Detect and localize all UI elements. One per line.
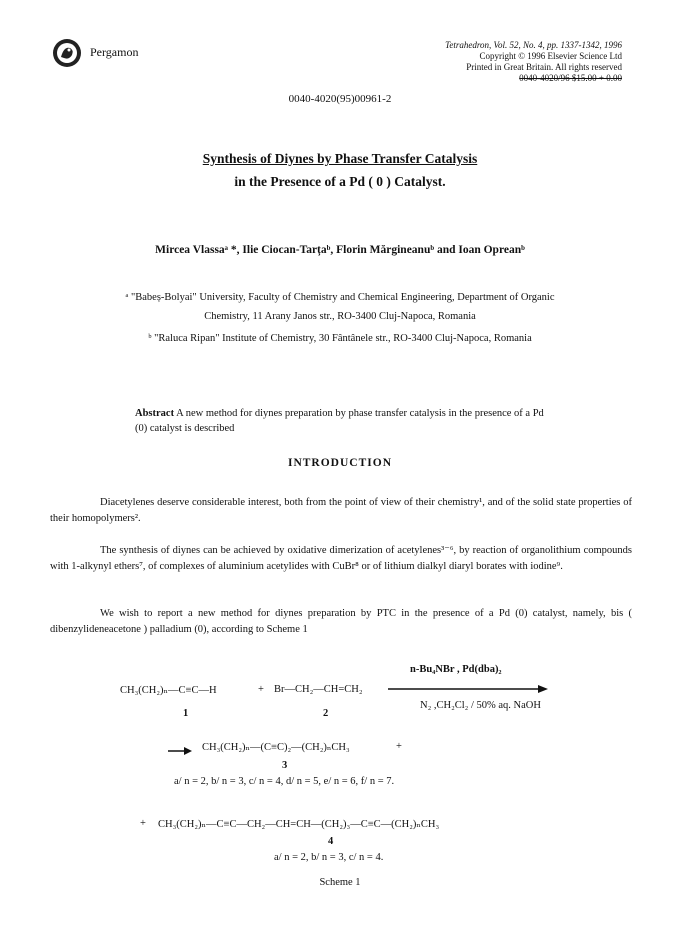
compound-label-2: 2 <box>323 708 329 719</box>
scheme-product-3: CH₃(CH₂)ₙ—(C≡C)₂—(CH₂)ₙCH₃ <box>202 742 350 753</box>
author-list: Mircea Vlassaᵃ *, Ilie Ciocan-Tarțaᵇ, Florin Mărgineanuᵇ and Ioan Opreanᵇ <box>155 244 525 256</box>
copyright-line: Copyright © 1996 Elsevier Science Ltd <box>479 51 622 61</box>
scheme-reagent-top: n-Bu₄NBr , Pd(dba)₂ <box>410 664 502 675</box>
paper-title <box>0 147 680 193</box>
compound-3-variants: a/ n = 2, b/ n = 3, c/ n = 4, d/ n = 5, e/ n = 6, f/ n = 7. <box>174 776 395 787</box>
scheme-plus-1: + <box>258 684 264 695</box>
compound-label-1: 1 <box>183 708 189 719</box>
paragraph-1: Diacetylenes deserve considerable interest, both from the point of view of their chemistry¹, and of the solid state properties of their homopolymers². <box>50 497 632 524</box>
compound-label-3: 3 <box>282 760 288 771</box>
publisher-logo-icon <box>52 38 82 68</box>
paragraph-3: We wish to report a new method for diynes preparation by PTC in the presence of a Pd (0) catalyst, namely, bis ( dibenzylideneacetone ) palladium (0), according to Scheme 1 <box>50 608 632 635</box>
article-identifier: 0040-4020(95)00961-2 <box>288 93 392 105</box>
continuation-arrow-icon <box>168 746 192 756</box>
scheme-plus-2: + <box>396 741 402 752</box>
section-heading: INTRODUCTION <box>287 457 392 469</box>
abstract-label: Abstract <box>135 408 175 419</box>
title-line-1: Synthesis of Diynes by Phase Transfer Catalysis <box>202 151 478 166</box>
scheme-reactant-2: Br—CH₂—CH=CH₂ <box>274 684 363 695</box>
scheme-reactant-1: CH₃(CH₂)ₙ—C≡C—H <box>120 685 217 696</box>
journal-citation: Tetrahedron, Vol. 52, No. 4, pp. 1337-1342, 1996 <box>445 40 622 50</box>
printed-line: Printed in Great Britain. All rights reserved <box>466 62 622 72</box>
scheme-product-4: CH₃(CH₂)ₙ—C≡C—CH₂—CH=CH—(CH₂)₃—C≡C—(CH₂)ₙCH₃ <box>158 819 440 830</box>
paragraph-2: The synthesis of diynes can be achieved by oxidative dimerization of acetylenes³⁻⁶, by reaction of organolithium compounds with 1-alkynyl ethers⁷, of complexes of aluminium acetylides with CuBr⁸ or of lithium dialkyl diaryl borates with iodine⁹. <box>50 545 632 572</box>
scheme-plus-3: + <box>140 818 146 829</box>
affiliation-a-line-1: ᵃ "Babeș-Bolyai" University, Faculty of Chemistry and Chemical Engineering, Department of Organic <box>125 292 555 303</box>
compound-4-variants: a/ n = 2, b/ n = 3, c/ n = 4. <box>274 852 384 863</box>
title-line-2: in the Presence of a Pd ( 0 ) Catalyst. <box>234 174 446 189</box>
scheme-reagent-bottom: N₂ ,CH₂Cl₂ / 50% aq. NaOH <box>420 700 541 711</box>
abstract <box>135 406 555 436</box>
publisher-name: Pergamon <box>90 45 139 59</box>
abstract-text: A new method for diynes preparation by phase transfer catalysis in the presence of a Pd (0) catalyst is described <box>135 408 544 434</box>
reaction-arrow-icon <box>388 683 548 695</box>
affiliation-a-line-2: Chemistry, 11 Arany Janos str., RO-3400 Cluj-Napoca, Romania <box>204 311 476 322</box>
compound-label-4: 4 <box>328 836 334 847</box>
journal-info <box>445 40 622 84</box>
scheme-caption: Scheme 1 <box>319 877 361 888</box>
price-line: 0040-4020/96 $15.00 + 0.00 <box>519 73 622 83</box>
affiliation-b: ᵇ "Raluca Ripan" Institute of Chemistry, 30 Fântânele str., RO-3400 Cluj-Napoca, Romania <box>148 333 532 344</box>
